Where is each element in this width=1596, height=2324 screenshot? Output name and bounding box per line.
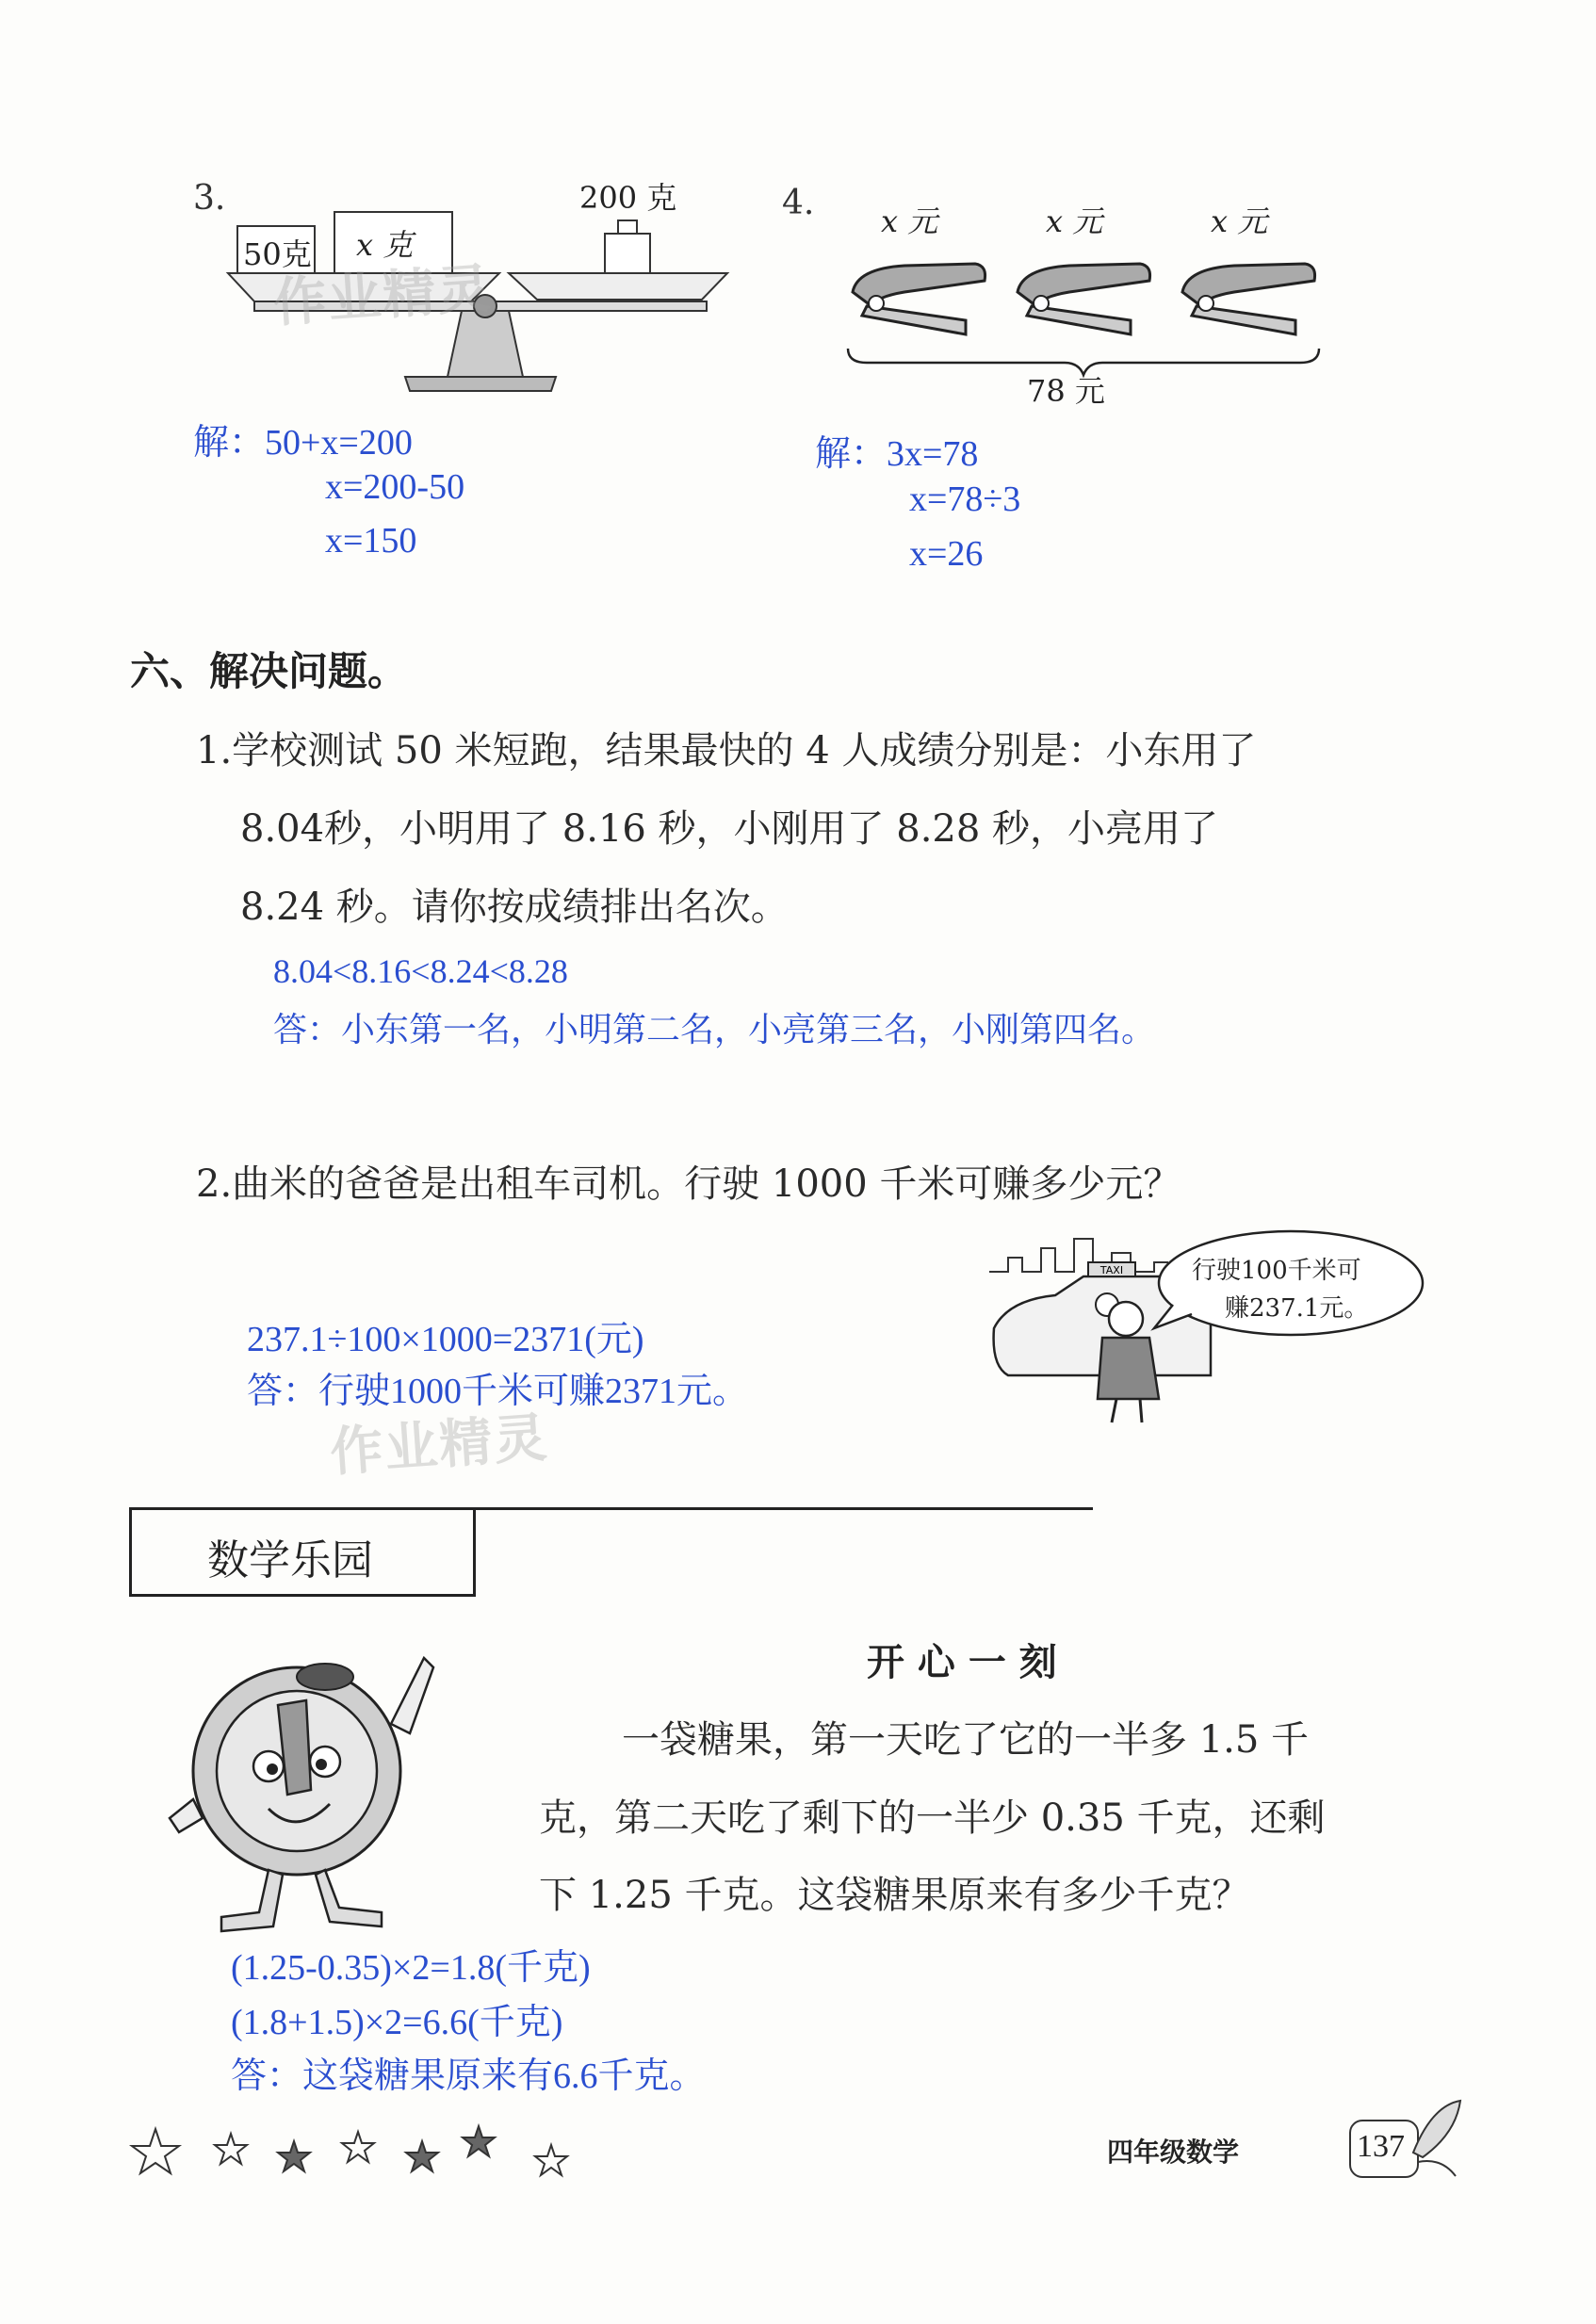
problem-4-solution-line-3: x=26 <box>909 534 984 574</box>
weight-50-label: 50克 <box>243 236 312 272</box>
decorative-stars <box>132 2124 584 2190</box>
q2-answer-calculation: 237.1÷100×1000=2371(元) <box>247 1320 644 1359</box>
section-6-heading: 六、解决问题。 <box>130 648 408 694</box>
math-park-rule <box>476 1507 1093 1510</box>
sharpener-cartoon-illustration <box>165 1630 448 1941</box>
problem-3-number: 3. <box>193 179 226 218</box>
problem-4-solution-line-2: x=78÷3 <box>909 479 1021 519</box>
weight-x-label: x 克 <box>356 227 414 263</box>
price-label-3: x 元 <box>1211 203 1268 239</box>
leaf-decoration-icon <box>1404 2096 1470 2181</box>
story-line-1: 一袋糖果，第一天吃了它的一半多 1.5 千 <box>622 1718 1310 1762</box>
math-park-title: 数学乐园 <box>207 1536 373 1585</box>
story-title: 开 心 一 刻 <box>867 1641 1057 1684</box>
math-park-answer-line-1: (1.25-0.35)×2=1.8(千克) <box>231 1948 591 1988</box>
problem-3-solution-line-3: x=150 <box>325 521 417 561</box>
q1-text-line-1: 1.学校测试 50 米短跑，结果最快的 4 人成绩分别是：小东用了 <box>196 729 1257 772</box>
problem-3-solution-line-2: x=200-50 <box>325 467 465 507</box>
math-park-answer-line-3: 答：这袋糖果原来有6.6千克。 <box>231 2056 706 2096</box>
speech-bubble-line-1: 行驶100千米可 <box>1192 1257 1361 1285</box>
story-line-3: 下 1.25 千克。这袋糖果原来有多少千克？ <box>539 1874 1250 1917</box>
total-price-label: 78 元 <box>1027 373 1105 409</box>
math-park-answer-line-2: (1.8+1.5)×2=6.6(千克) <box>231 2003 563 2042</box>
weight-200-label: 200 克 <box>579 180 677 216</box>
q1-answer-order: 8.04<8.16<8.24<8.28 <box>273 952 568 990</box>
problem-4-number: 4. <box>782 184 815 222</box>
footer-grade-label: 四年级数学 <box>1107 2137 1240 2168</box>
q1-answer-text: 答：小东第一名，小明第二名，小亮第三名，小刚第四名。 <box>273 1011 1156 1048</box>
problem-4-solution-line-1: 解：3x=78 <box>815 434 979 474</box>
q1-text-line-3: 8.24 秒。请你按成绩排出名次。 <box>240 886 789 929</box>
taxi-sign: TAXI <box>1099 1264 1124 1276</box>
q1-text-line-2: 8.04秒，小明用了 8.16 秒，小刚用了 8.28 秒，小亮用了 <box>240 807 1219 851</box>
speech-bubble <box>1154 1225 1427 1347</box>
price-label-2: x 元 <box>1046 203 1103 239</box>
watermark-2: 作业精灵 <box>328 1406 551 1485</box>
page-number: 137 <box>1357 2129 1405 2164</box>
problem-3-solution-line-1: 解：50+x=200 <box>193 423 413 463</box>
speech-bubble-line-2: 赚237.1元。 <box>1225 1294 1369 1323</box>
price-label-1: x 元 <box>881 203 938 239</box>
watermark: 作业精灵 <box>271 257 495 335</box>
q2-answer-text: 答：行驶1000千米可赚2371元。 <box>247 1372 749 1411</box>
q2-text: 2.曲米的爸爸是出租车司机。行驶 1000 千米可赚多少元？ <box>196 1162 1181 1206</box>
story-line-2: 克，第二天吃了剩下的一半少 0.35 千克，还剩 <box>539 1796 1326 1840</box>
